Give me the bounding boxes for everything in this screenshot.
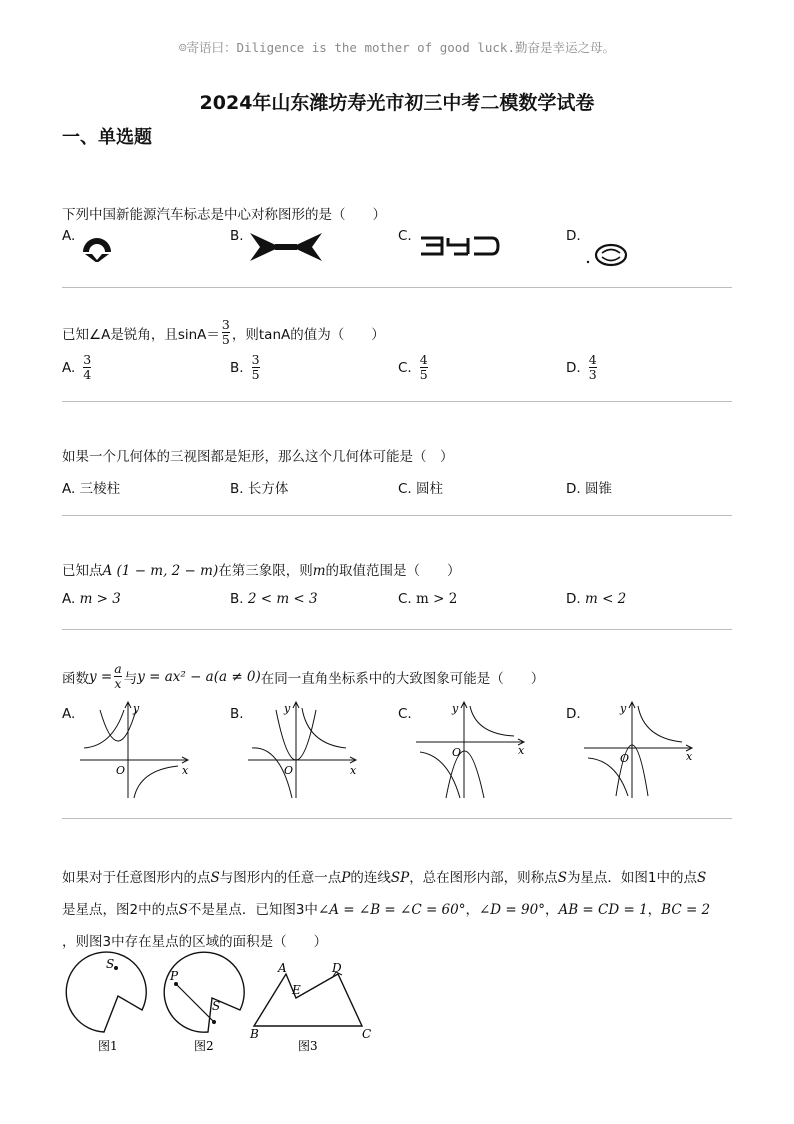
option-math: m < 2 xyxy=(584,591,627,607)
option-label: D. xyxy=(566,359,581,376)
stem-text: 如果对于任意图形内的点 xyxy=(62,870,211,886)
option-label: D. xyxy=(566,228,581,244)
numerator: 3 xyxy=(221,317,230,332)
question-5-stem xyxy=(62,662,544,692)
nio-logo-icon xyxy=(80,230,114,262)
option-c[interactable]: C. 圆柱 xyxy=(398,481,444,497)
math-variable: P xyxy=(341,870,351,886)
graph-b xyxy=(246,700,358,800)
fraction xyxy=(114,662,121,692)
option-b[interactable]: B. 长方体 xyxy=(230,481,289,497)
numerator: 3 xyxy=(251,352,260,367)
option-label: B. xyxy=(230,706,244,722)
stem-text: 函数 xyxy=(62,670,89,687)
option-math: m > 2 xyxy=(416,591,458,607)
option-label: A. xyxy=(62,591,76,607)
option-label: B. xyxy=(230,591,244,607)
option-a[interactable] xyxy=(62,591,121,607)
figure-1 xyxy=(66,952,146,1053)
point-label: B xyxy=(250,1027,259,1041)
option-label: A. xyxy=(62,359,76,376)
point-label: E xyxy=(292,983,301,997)
stem-text: 不是星点．已知图3中 xyxy=(187,902,318,918)
option-math: 2 < m < 3 xyxy=(247,591,318,607)
math-variable: S xyxy=(178,902,188,918)
question-1-stem: 下列中国新能源汽车标志是中心对称图形的是（ ） xyxy=(62,207,386,223)
point-label: S xyxy=(212,999,221,1013)
header-motto: ☺寄语曰：Diligence is the mother of good luck.勤奋是幸运之母。 xyxy=(179,40,615,55)
fraction xyxy=(589,353,597,383)
option-label: B. xyxy=(230,359,244,376)
divider xyxy=(62,287,732,288)
question-4-options xyxy=(62,591,742,631)
byd-logo-icon xyxy=(420,236,500,256)
option-label: D. xyxy=(566,591,581,607)
divider xyxy=(62,629,732,630)
question-3-options xyxy=(62,477,742,517)
option-a[interactable] xyxy=(62,706,75,722)
figure-caption: 图1 xyxy=(98,1039,118,1053)
section-heading: 一、单选题 xyxy=(62,127,152,148)
stem-text: 与 xyxy=(123,670,138,687)
y-axis-label: y xyxy=(284,702,291,715)
page-title: 2024年山东潍坊寿光市初三中考二模数学试卷 xyxy=(199,92,595,114)
fraction xyxy=(83,353,91,383)
stem-text: 的取值范围是（ ） xyxy=(325,563,461,579)
option-d[interactable]: D. 圆锥 xyxy=(566,481,612,497)
fraction xyxy=(420,353,428,383)
denominator: 4 xyxy=(83,367,92,383)
option-b[interactable] xyxy=(230,228,244,244)
stem-text: ， xyxy=(647,902,662,918)
option-a[interactable] xyxy=(62,353,93,383)
question-2-stem xyxy=(62,318,385,348)
denominator: 5 xyxy=(419,367,428,383)
option-label: A. xyxy=(62,228,76,244)
stem-text: 已知点 xyxy=(62,563,103,579)
option-c[interactable] xyxy=(398,228,412,244)
figure-caption: 图3 xyxy=(298,1039,318,1053)
option-d[interactable] xyxy=(566,706,581,722)
option-b[interactable] xyxy=(230,706,244,722)
option-label: C. xyxy=(398,706,412,722)
math-expression: ∠A = ∠B = ∠C = 60° xyxy=(317,902,466,918)
figure-2 xyxy=(164,952,244,1053)
origin-label: O xyxy=(284,764,294,777)
stem-text: 在同一直角坐标系中的大致图象可能是（ ） xyxy=(260,670,545,687)
divider xyxy=(62,515,732,516)
question-4-stem xyxy=(62,559,461,579)
stem-text: ，总在图形内部，则称点 xyxy=(409,870,558,886)
origin-label: O xyxy=(452,746,462,759)
question-2-options xyxy=(62,353,742,393)
option-label: A. xyxy=(62,706,76,722)
y-axis-label: y xyxy=(452,702,459,715)
denominator: 5 xyxy=(221,332,230,348)
point-label: D xyxy=(332,961,342,975)
stem-text: 为星点．如图1中的点 xyxy=(566,870,698,886)
numerator: 3 xyxy=(83,352,92,367)
question-5-options xyxy=(62,702,742,806)
option-d[interactable] xyxy=(566,591,626,607)
option-c[interactable] xyxy=(398,591,457,607)
math-variable: m xyxy=(312,563,326,579)
xpeng-logo-icon xyxy=(250,232,322,262)
math-expression: y = xyxy=(89,668,113,685)
stem-text: ， xyxy=(465,902,479,918)
geely-galaxy-logo-icon xyxy=(586,238,628,268)
option-label: B. xyxy=(230,228,244,244)
option-label: C. xyxy=(398,228,412,244)
question-6-figures xyxy=(60,950,380,1060)
math-expression: ∠D = 90° xyxy=(478,902,545,918)
denominator: 3 xyxy=(588,367,597,383)
option-label: C. xyxy=(398,591,412,607)
option-b[interactable] xyxy=(230,353,262,383)
stem-text: 与图形内的任意一点 xyxy=(219,870,342,886)
graph-d xyxy=(582,700,694,800)
figure-caption: 图2 xyxy=(194,1039,214,1053)
fraction xyxy=(222,318,230,348)
figure-3 xyxy=(249,961,371,1053)
stem-line-2 xyxy=(62,894,742,926)
divider xyxy=(62,401,732,402)
stem-text: 是星点，图2中的点 xyxy=(62,902,179,918)
graph-a xyxy=(78,700,190,800)
stem-line-3: ，则图3中存在星点的区域的面积是（ ） xyxy=(62,934,328,950)
option-a[interactable] xyxy=(62,228,75,244)
origin-label: O xyxy=(116,764,126,777)
option-c[interactable] xyxy=(398,706,412,722)
question-1-options xyxy=(62,228,742,268)
math-variable: SP xyxy=(390,870,410,886)
point-label: P xyxy=(170,969,179,983)
x-axis-label: x xyxy=(518,744,525,757)
option-d[interactable] xyxy=(566,228,581,244)
numerator: a xyxy=(114,661,122,676)
divider xyxy=(62,818,732,819)
numerator: 4 xyxy=(588,352,597,367)
point-label: C xyxy=(362,1027,372,1041)
option-d[interactable] xyxy=(566,353,599,383)
option-c[interactable] xyxy=(398,353,430,383)
math-expression: y = ax² − a(a ≠ 0) xyxy=(137,668,261,685)
question-3-stem: 如果一个几何体的三视图都是矩形，那么这个几何体可能是（ ） xyxy=(62,449,454,465)
denominator: 5 xyxy=(251,367,260,383)
math-expression: A (1 − m, 2 − m) xyxy=(102,563,219,579)
stem-text: 的连线 xyxy=(350,870,391,886)
stem-text: 在第三象限，则 xyxy=(218,563,313,579)
x-axis-label: x xyxy=(182,764,189,777)
stem-text: ，则tanA的值为（ ） xyxy=(231,326,385,343)
math-expression: AB = CD = 1 xyxy=(558,902,648,918)
option-math: m > 3 xyxy=(79,591,121,607)
option-label: C. xyxy=(398,359,412,376)
point-label: A xyxy=(278,961,287,975)
option-a[interactable]: A. 三棱柱 xyxy=(62,481,121,497)
option-b[interactable] xyxy=(230,591,318,607)
point-label: S xyxy=(106,957,115,971)
x-axis-label: x xyxy=(350,764,357,777)
denominator: x xyxy=(114,676,122,692)
stem-text: ， xyxy=(544,902,559,918)
math-variable: S xyxy=(557,870,567,886)
graph-c xyxy=(414,700,526,800)
fraction xyxy=(252,353,260,383)
math-expression: BC = 2 xyxy=(661,902,711,918)
math-variable: S xyxy=(210,870,220,886)
x-axis-label: x xyxy=(686,750,693,763)
question-6-stem xyxy=(62,862,742,958)
stem-line-1 xyxy=(62,862,742,894)
numerator: 4 xyxy=(419,352,428,367)
y-axis-label: y xyxy=(133,702,140,715)
origin-label: O xyxy=(620,752,630,765)
y-axis-label: y xyxy=(620,702,627,715)
option-label: D. xyxy=(566,706,581,722)
stem-text: 已知∠A是锐角，且sinA＝ xyxy=(62,326,220,343)
math-variable: S xyxy=(697,870,707,886)
